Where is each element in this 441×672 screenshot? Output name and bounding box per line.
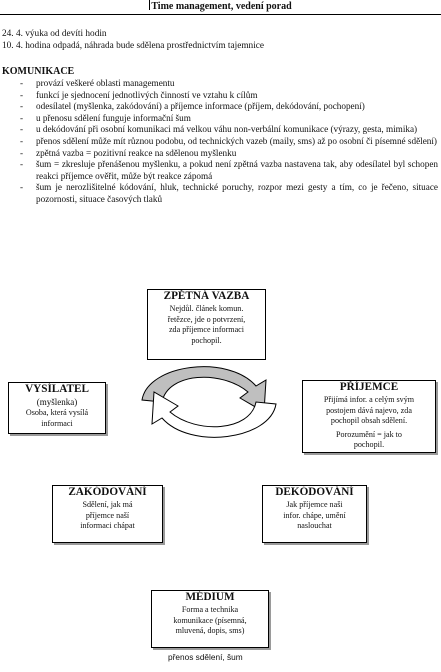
encoding-text: příjemce naší [85, 510, 130, 520]
decoding-box [262, 485, 367, 543]
receiver-text: pochopil obsah sdělení. [330, 416, 408, 425]
feedback-title: ZPĚTNÁ VAZBA [163, 290, 250, 302]
sender-box [8, 382, 106, 434]
receiver-text: Porozumění = jak to [336, 429, 402, 439]
receiver-title: PŘÍJEMCE [339, 381, 399, 393]
notes [2, 28, 264, 52]
encoding-box [52, 485, 163, 543]
decoding-text: Jak příjemce naši [286, 500, 343, 509]
list-item: - odesílatel (myšlenka, zakódování) a příjemce informace (příjem, dekódování, pochopení) [20, 101, 438, 113]
sender-title: VYSÍLATEL [25, 383, 89, 395]
medium-title: MÉDIUM [185, 591, 235, 603]
page-header [0, 0, 441, 14]
decoding-title: DEKÓDOVÁNÍ [275, 486, 354, 498]
note-line: 10. 4. hodina odpadá, náhrada bude sdělena prostřednictvím tajemnice [2, 41, 265, 51]
sender-text: Osoba, která vysílá [25, 408, 89, 417]
receiver-text: Přijímá infor. a celým svým [323, 395, 415, 404]
encoding-title: ZAKÓDOVÁNÍ [68, 486, 147, 498]
receiver-text: pochopil. [353, 440, 385, 449]
list-item: - provází veškeré oblasti managementu [20, 78, 438, 90]
list-item: - přenos sdělení může mít různou podobu, od technických vazeb (maily, sms) až po osobní či písemné sdělení) [20, 136, 438, 148]
list-item: - funkcí je sjednocení jednotlivých činností ve vztahu k cílům [20, 90, 438, 102]
encoding-text: informaci chápat [80, 521, 135, 530]
decoding-text: infor. chápe, umění [283, 510, 346, 520]
sender-subtitle: (myšlenka) [36, 397, 78, 407]
diagram-caption: přenos sdělení, šum [168, 652, 243, 662]
decoding-text: naslouchat [297, 521, 332, 530]
page-title: Time management, vedení porad [151, 1, 292, 12]
list-item: - zpětná vazba = pozitivní reakce na sdělenou myšlenku [20, 148, 438, 160]
encoding-text: Sdělení, jak má [82, 500, 133, 509]
receiver-box [302, 380, 436, 453]
medium-text: Forma a technika [181, 605, 239, 614]
feedback-text: řetězce, jde o potvrzení, [167, 314, 246, 324]
medium-box [151, 590, 269, 648]
list-item: - u dekódování při osobní komunikaci má velkou váhu non-verbální komunikace (výrazy, gesta, mimika) [20, 124, 438, 136]
sender-text: informaci [41, 418, 73, 428]
note-line: 24. 4. výuka od devíti hodin [2, 29, 107, 39]
list-item: - šum je nerozlišitelné kódování, hluk, technické poruchy, rozpor mezi gesty a tím, co je řečeno, situace pozornosti, situace časových tlaků [20, 182, 438, 205]
feedback-text: pochopil. [191, 335, 222, 345]
header-rule [0, 14, 441, 15]
medium-text: komunikace (písemná, [173, 615, 247, 625]
list-item: - šum = zkresluje přenášenou myšlenku, a pokud není zpětná vazba nastavena tak, aby odesílatel byl schopen reakci příjemce ověřit, může být reakce zápomá [20, 159, 438, 182]
section-title: KOMUNIKACE [2, 66, 75, 77]
medium-text: mluvená, dopis, sms) [175, 626, 245, 635]
cycle-arrows [140, 350, 280, 454]
bullet-list [20, 78, 438, 206]
receiver-text: postojem dává najevo, zda [326, 405, 412, 415]
feedback-text: Nejdůl. článek komun. [169, 304, 244, 313]
feedback-box [147, 289, 266, 360]
feedback-text: zda příjemce informaci [168, 325, 245, 334]
list-item: - u přenosu sdělení funguje informační šum [20, 113, 438, 125]
